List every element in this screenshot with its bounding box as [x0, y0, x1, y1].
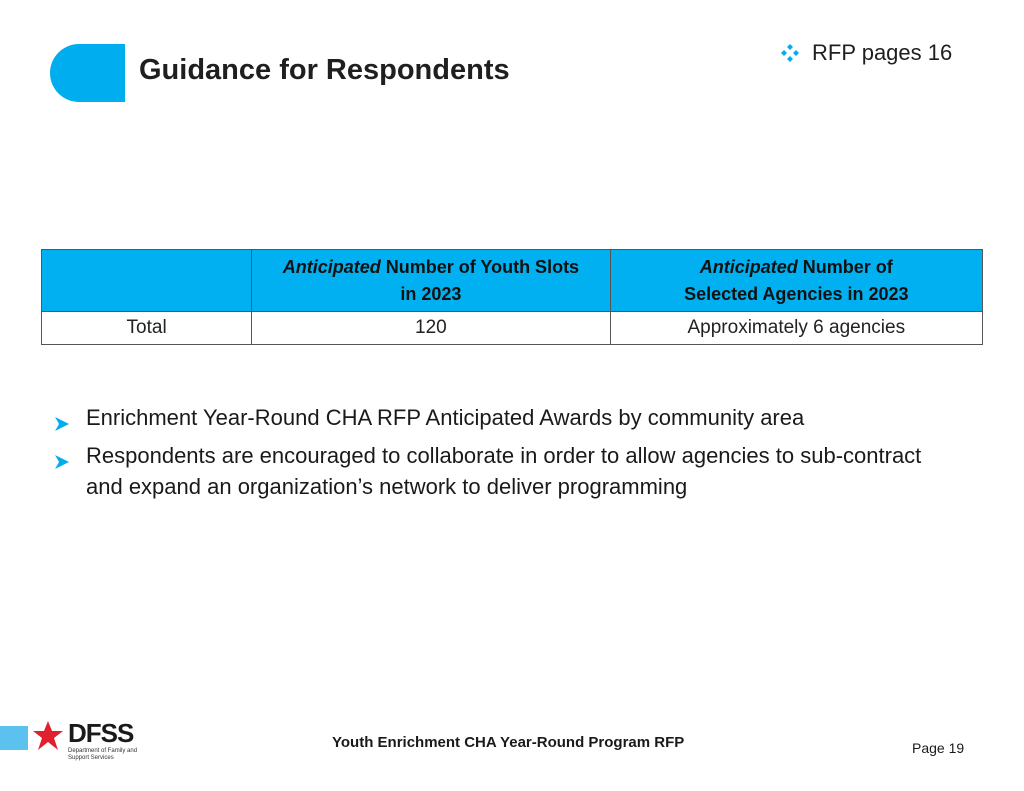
arrow-right-icon — [54, 402, 86, 440]
table-header-youth-slots — [252, 250, 610, 312]
bullet-text: Enrichment Year-Round CHA RFP Anticipated Awards by community area — [86, 405, 805, 430]
rfp-reference-text: RFP pages 16 — [812, 40, 953, 65]
logo-wordmark: DFSS — [68, 718, 134, 748]
footer-accent-bar — [0, 726, 28, 750]
logo-subtitle: Department of Family and Support Services — [68, 748, 138, 761]
header-text: Number of Youth Slots — [380, 256, 580, 277]
header-text-line2: Selected Agencies in 2023 — [684, 283, 909, 304]
rfp-reference — [780, 40, 952, 66]
page-number: Page 19 — [912, 740, 965, 756]
header-emphasis: Anticipated — [282, 256, 381, 277]
header-text: Number of — [797, 256, 893, 277]
table-header-empty — [42, 250, 252, 312]
footer-title: Youth Enrichment CHA Year-Round Program RFP — [332, 734, 685, 751]
list-item — [54, 440, 934, 502]
table-row — [42, 312, 983, 345]
bullet-list — [54, 402, 934, 502]
bullet-text: Respondents are encouraged to collaborate in order to allow agencies to sub-contract and expand an organization’s network to deliver programming — [86, 443, 922, 499]
header-emphasis: Anticipated — [699, 256, 798, 277]
anticipated-awards-table — [41, 249, 983, 345]
table-cell-agencies: Approximately 6 agencies — [610, 312, 982, 345]
page-title: Guidance for Respondents — [139, 54, 510, 86]
table-cell-label: Total — [42, 312, 252, 345]
diamond-cluster-icon — [780, 43, 800, 63]
star-icon — [32, 720, 64, 759]
table-header-row — [42, 250, 983, 312]
table-header-agencies — [610, 250, 982, 312]
arrow-right-icon — [54, 440, 86, 478]
dfss-logo — [32, 720, 138, 762]
header-text-line2: in 2023 — [400, 283, 462, 304]
list-item — [54, 402, 934, 440]
title-accent-tab — [50, 44, 125, 102]
table-cell-youth-slots: 120 — [252, 312, 610, 345]
